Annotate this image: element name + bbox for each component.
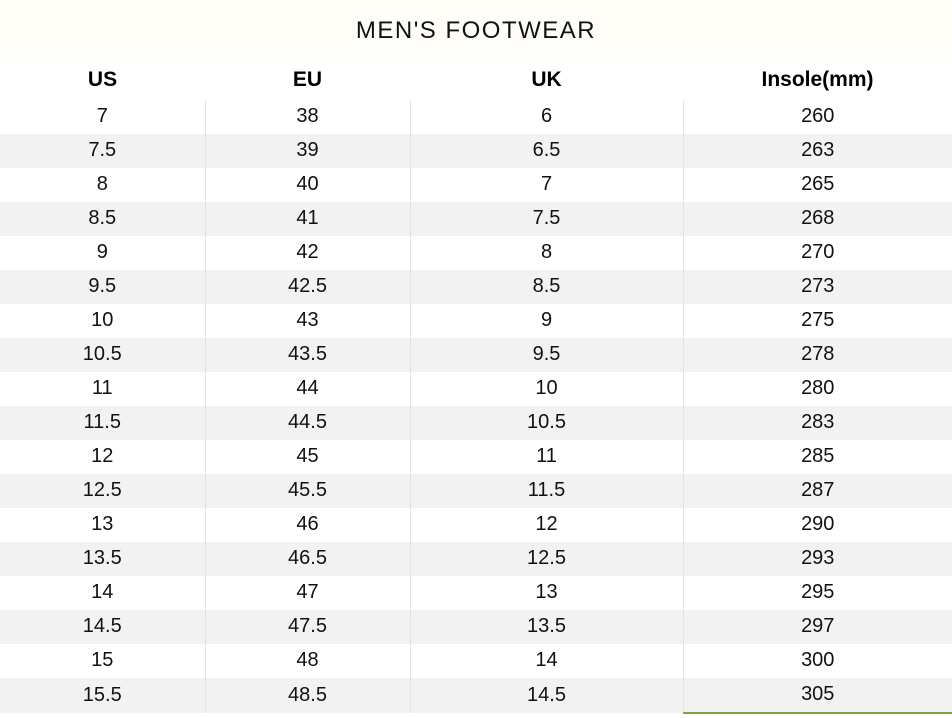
cell-eu: 42.5 (205, 270, 410, 304)
cell-insole: 297 (683, 610, 952, 644)
cell-eu: 40 (205, 168, 410, 202)
cell-us: 9.5 (0, 270, 205, 304)
cell-us: 13.5 (0, 542, 205, 576)
table-row (0, 542, 952, 576)
cell-uk: 6.5 (410, 134, 683, 168)
cell-eu: 43.5 (205, 338, 410, 372)
cell-insole: 278 (683, 338, 952, 372)
cell-us: 14 (0, 576, 205, 610)
cell-eu: 38 (205, 100, 410, 134)
table-header-row (0, 62, 952, 100)
cell-eu: 48 (205, 644, 410, 678)
cell-us: 11 (0, 372, 205, 406)
table-row (0, 644, 952, 678)
page-title: MEN'S FOOTWEAR (355, 17, 597, 44)
cell-uk: 10.5 (410, 406, 683, 440)
table-row (0, 474, 952, 508)
cell-us: 10 (0, 304, 205, 338)
cell-insole: 293 (683, 542, 952, 576)
cell-eu: 39 (205, 134, 410, 168)
cell-eu: 42 (205, 236, 410, 270)
cell-uk: 11.5 (410, 474, 683, 508)
table-row (0, 576, 952, 610)
column-header-insole: Insole(mm) (683, 62, 952, 100)
cell-insole: 305 (683, 678, 952, 713)
cell-uk: 7 (410, 168, 683, 202)
cell-insole: 285 (683, 440, 952, 474)
cell-us: 9 (0, 236, 205, 270)
table-row (0, 372, 952, 406)
table-row (0, 304, 952, 338)
table-row (0, 236, 952, 270)
cell-uk: 8.5 (410, 270, 683, 304)
cell-insole: 273 (683, 270, 952, 304)
cell-us: 15 (0, 644, 205, 678)
cell-insole: 260 (683, 100, 952, 134)
cell-eu: 45 (205, 440, 410, 474)
cell-insole: 287 (683, 474, 952, 508)
cell-uk: 13.5 (410, 610, 683, 644)
cell-uk: 7.5 (410, 202, 683, 236)
table-row (0, 678, 952, 713)
cell-uk: 13 (410, 576, 683, 610)
cell-us: 7.5 (0, 134, 205, 168)
table-body (0, 100, 952, 713)
table-row (0, 270, 952, 304)
cell-us: 10.5 (0, 338, 205, 372)
cell-eu: 46 (205, 508, 410, 542)
column-header-eu: EU (205, 62, 410, 100)
cell-us: 8 (0, 168, 205, 202)
cell-uk: 14.5 (410, 678, 683, 713)
document-title-bar (0, 0, 952, 62)
cell-uk: 12 (410, 508, 683, 542)
cell-eu: 47 (205, 576, 410, 610)
cell-us: 13 (0, 508, 205, 542)
cell-eu: 43 (205, 304, 410, 338)
cell-insole: 283 (683, 406, 952, 440)
cell-us: 12 (0, 440, 205, 474)
cell-us: 8.5 (0, 202, 205, 236)
cell-eu: 45.5 (205, 474, 410, 508)
cell-insole: 270 (683, 236, 952, 270)
cell-insole: 295 (683, 576, 952, 610)
table-header (0, 62, 952, 100)
cell-insole: 275 (683, 304, 952, 338)
cell-uk: 11 (410, 440, 683, 474)
column-header-uk: UK (410, 62, 683, 100)
cell-insole: 280 (683, 372, 952, 406)
table-row (0, 440, 952, 474)
size-conversion-table (0, 62, 952, 714)
table-row (0, 338, 952, 372)
table-row (0, 100, 952, 134)
cell-us: 15.5 (0, 678, 205, 713)
cell-eu: 46.5 (205, 542, 410, 576)
cell-us: 11.5 (0, 406, 205, 440)
cell-insole: 300 (683, 644, 952, 678)
table-row (0, 202, 952, 236)
table-row (0, 610, 952, 644)
table-row (0, 406, 952, 440)
cell-uk: 9 (410, 304, 683, 338)
cell-uk: 14 (410, 644, 683, 678)
cell-uk: 10 (410, 372, 683, 406)
cell-eu: 48.5 (205, 678, 410, 713)
cell-insole: 290 (683, 508, 952, 542)
cell-eu: 44.5 (205, 406, 410, 440)
cell-uk: 9.5 (410, 338, 683, 372)
column-header-us: US (0, 62, 205, 100)
cell-eu: 44 (205, 372, 410, 406)
cell-us: 7 (0, 100, 205, 134)
cell-eu: 47.5 (205, 610, 410, 644)
cell-us: 14.5 (0, 610, 205, 644)
cell-uk: 12.5 (410, 542, 683, 576)
cell-insole: 265 (683, 168, 952, 202)
table-row (0, 508, 952, 542)
cell-insole: 263 (683, 134, 952, 168)
cell-uk: 6 (410, 100, 683, 134)
table-row (0, 134, 952, 168)
cell-uk: 8 (410, 236, 683, 270)
cell-insole: 268 (683, 202, 952, 236)
cell-us: 12.5 (0, 474, 205, 508)
cell-eu: 41 (205, 202, 410, 236)
table-row (0, 168, 952, 202)
